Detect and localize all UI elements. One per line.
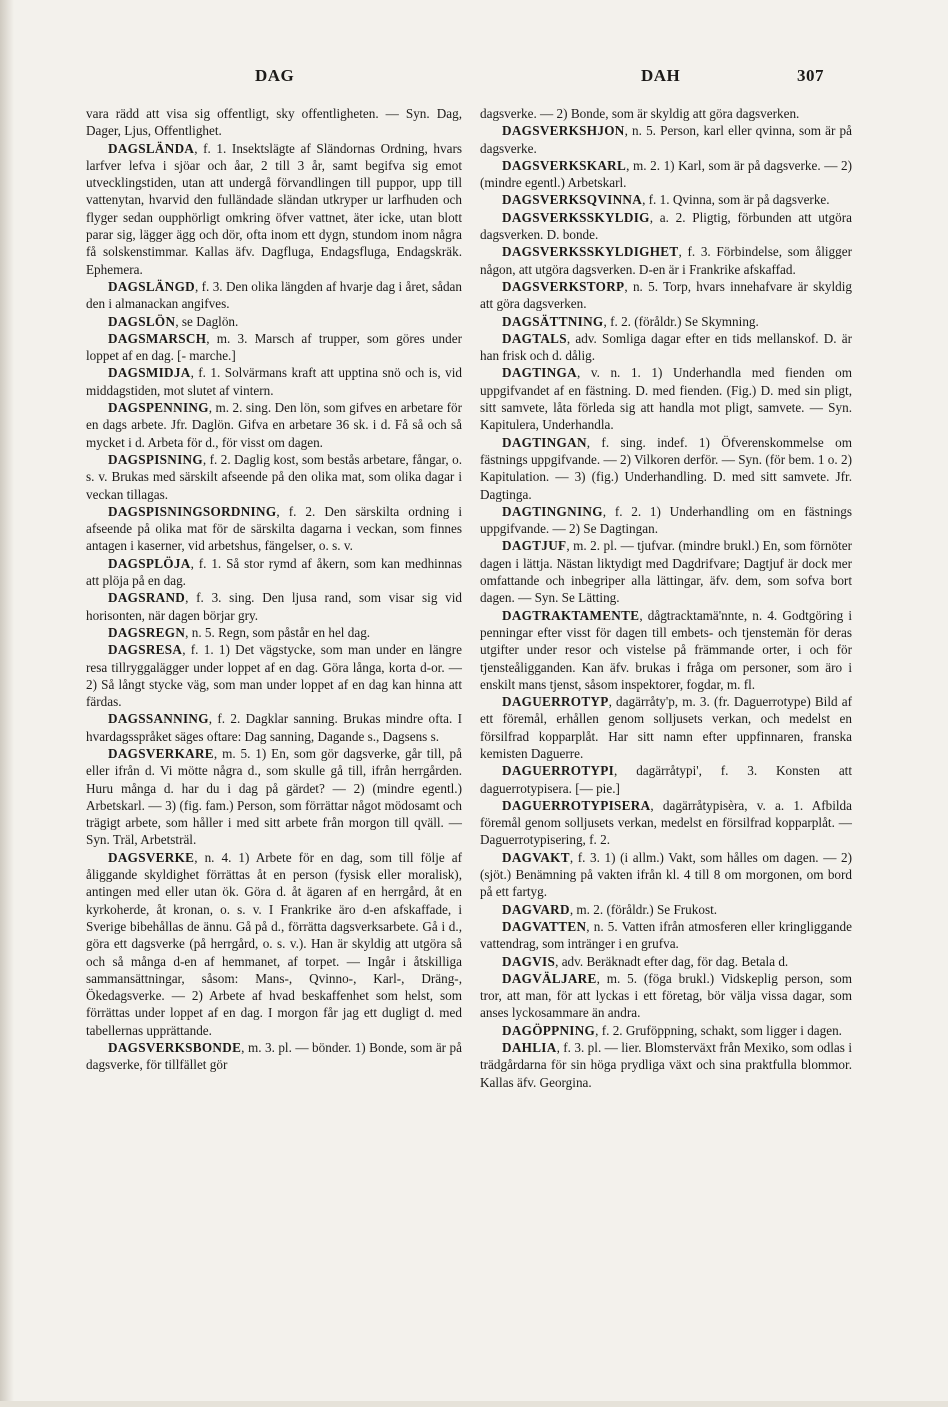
dictionary-entry (480, 901, 852, 918)
dictionary-entry (480, 122, 852, 157)
dictionary-entry (86, 313, 462, 330)
entry-headword: DAGUERROTYP (502, 694, 609, 710)
dictionary-entry (86, 1039, 462, 1074)
entry-headword: DAGVAKT (502, 849, 570, 865)
dictionary-entry (480, 953, 852, 970)
entry-definition: vara rädd att visa sig offentligt, sky offentligheten. — Syn. Dag, Dager, Ljus, Offentlighet. (86, 106, 462, 139)
dictionary-entry (480, 105, 852, 122)
entry-definition: , se Daglön. (175, 313, 239, 329)
entry-definition: , f. 1. Så stor rymd af åkern, som kan medhinnas att plöja på en dag. (86, 555, 462, 589)
dictionary-entry (480, 313, 852, 330)
entry-definition: , f. 2. Daglig kost, som bestås arbetare, fångar, o. s. v. Brukas med särskilt afseende på den olika mat, som olika dagar i veckan tillagas. (86, 451, 462, 502)
entry-definition: , adv. Beräknadt efter dag, för dag. Betala d. (555, 953, 789, 969)
entry-headword: DAGSPISNINGSORDNING (108, 503, 277, 519)
dictionary-entry (480, 537, 852, 606)
entry-definition: , dagärråtypisèra, v. a. 1. Afbilda föremål genom solljusets verkan, medelst en försilfrad kopparplåt. — Daguerrotypisering, f. 2. (480, 797, 852, 848)
entry-definition: , f. 1. Insektslägte af Sländornas Ordning, hvars larfver lefva i sjöar och åar, 2 till 3 år, samt begifva sig emot utvecklingstiden, utan att undergå förvandlingen till puppor, upp till vattenytan, hvarvid den fulländade sländan utkryper ur larfhuden och flyger sedan oupphörligt omkring öfver vattnet, äter icke, utan blott parar sig, lägger ägg och dör, ofta inom ett dygn, stundom inom några få solskenstimmar. Kallas äfv. Dagfluga, Endagsfluga, Endagskräk. Ephemera. (86, 140, 462, 277)
entry-headword: DAGTRAKTAMENTE (502, 607, 640, 623)
dictionary-entry (86, 503, 462, 555)
entry-headword: DAGSPISNING (108, 451, 203, 467)
entry-headword: DAGSVERKSBONDE (108, 1040, 242, 1056)
entry-definition: , n. 5. Person, karl eller qvinna, som är på dagsverke. (480, 123, 852, 156)
entry-headword: DAGSVERKSSKYLDIGHET (502, 244, 679, 260)
entry-headword: DAGSREGN (108, 624, 186, 640)
page-gutter-shadow (0, 0, 14, 1407)
dictionary-entry (480, 243, 852, 278)
entry-headword: DAHLIA (502, 1040, 557, 1056)
entry-headword: DAGSVERKSTORP (502, 278, 625, 294)
dictionary-entry (86, 330, 462, 365)
dictionary-entry (480, 607, 852, 693)
dictionary-entry (86, 849, 462, 1039)
entry-definition: , f. 3. 1) (i allm.) Vakt, som hålles om dagen. — 2) (sjöt.) Benämning på vakten ifrån kl. 4 till 8 om morgonen, om bord på ett fartyg. (480, 849, 852, 900)
dictionary-entry (480, 918, 852, 953)
entry-headword: DAGSLÄNDA (108, 140, 195, 156)
dictionary-entry (480, 434, 852, 503)
dictionary-entry (86, 555, 462, 590)
entry-definition: , f. 2. Gruföppning, schakt, som ligger i dagen. (595, 1022, 842, 1038)
right-column (480, 105, 852, 1091)
dictionary-entry (86, 710, 462, 745)
dictionary-entry (480, 849, 852, 901)
dictionary-entry (480, 693, 852, 762)
entry-definition: , f. 2. Dagklar sanning. Brukas mindre ofta. I hvardagsspråket säges oftare: Dag sanning, Dagande s., Dagsens s. (86, 711, 462, 744)
entry-headword: DAGSVERKE (108, 849, 195, 865)
dictionary-entry (86, 364, 462, 399)
entry-definition: , f. 3. Förbindelse, som åligger någon, att utgöra dagsverken. D-en är i Frankrike afskaffad. (480, 244, 852, 277)
entry-definition: , m. 2. pl. — tjufvar. (mindre brukl.) En, som förnöter dagen i lättja. Nästan liktydigt med Dagdrifvare; Dagtjuf är dock mer omfattande och inbegriper alla lättingar, äfv. dem, som sofva bort dagen. — Syn. Se Lätting. (480, 538, 852, 606)
entry-headword: DAGTINGAN (502, 434, 587, 450)
entry-headword: DAGTJUF (502, 538, 567, 554)
entry-headword: DAGSLÖN (108, 313, 176, 329)
entry-headword: DAGVARD (502, 901, 570, 917)
dictionary-entry (86, 641, 462, 710)
entry-headword: DAGSÄTTNING (502, 313, 604, 329)
dictionary-entry (86, 624, 462, 641)
dictionary-entry (86, 745, 462, 849)
left-guide-word: DAG (255, 66, 295, 85)
entry-definition: , m. 2. (föråldr.) Se Frukost. (569, 901, 718, 917)
entry-headword: DAGTINGNING (502, 503, 603, 519)
entry-headword: DAGSVERKARE (108, 745, 214, 761)
entry-definition: , v. n. 1. 1) Underhandla med fienden om uppgifvandet af en fästning. D. med fienden. (Fig.) D. med sin pligt, sitt samvete, låta förleda sig att handla mot pligt, samvete. — Syn. Kapitulera, Underhandla. (480, 365, 852, 433)
entry-headword: DAGSPLÖJA (108, 555, 191, 571)
entry-definition: , m. 3. pl. — bönder. 1) Bonde, som är på dagsverke, för tillfället gör (86, 1040, 462, 1073)
entry-definition: , f. 1. Solvärmans kraft att upptina snö och is, vid middagstiden, mot slutet af vintern. (86, 365, 462, 398)
entry-definition: , f. 2. 1) Underhandling om en fästnings uppgifvande. — 2) Se Dagtingan. (480, 503, 852, 537)
entry-definition: , adv. Somliga dagar efter en tids mellanskof. D. är han frisk och d. dålig. (480, 330, 852, 364)
entry-headword: DAGUERROTYPISERA (502, 797, 651, 813)
entry-definition: , n. 5. Vatten ifrån atmosferen eller kringliggande vattendrag, som intränger i en grufva. (480, 918, 852, 952)
entry-headword: DAGSPENNING (108, 400, 209, 416)
entry-headword: DAGSVERKSSKYLDIG (502, 209, 650, 225)
entry-headword: DAGVATTEN (502, 918, 587, 934)
entry-headword: DAGÖPPNING (502, 1022, 596, 1038)
dictionary-entry (480, 797, 852, 849)
entry-headword: DAGVIS (502, 953, 556, 969)
dictionary-entry (86, 105, 462, 140)
right-guide-word: DAH (641, 66, 681, 85)
dictionary-entry (86, 399, 462, 451)
entry-headword: DAGTALS (502, 330, 567, 346)
dictionary-entry (480, 1039, 852, 1091)
entry-headword: DAGSLÄNGD (108, 278, 195, 294)
dictionary-entry (86, 589, 462, 624)
entry-definition: , f. 3. Den olika längden af hvarje dag i året, sådan den i almanackan angifves. (86, 278, 462, 312)
entry-definition: , f. 1. 1) Det vägstycke, som man under en längre resa tillryggalägger under loppet af en dag. Göra långa, korta d-or. — 2) Så långt stycke väg, som man under loppet af en dag kan hinna att färdas. (86, 642, 462, 710)
entry-definition: , n. 5. Torp, hvars innehafvare är skyldig att göra dagsverken. (480, 278, 852, 312)
entry-definition: , f. 3. pl. — lier. Blomsterväxt från Mexiko, som odlas i trädgårdarna för sin höga prydliga växt och sina praktfulla blommor. Kallas äfv. Georgina. (480, 1040, 852, 1090)
entry-definition: , f. 3. sing. Den ljusa rand, som visar sig vid horisonten, när dagen börjar gry. (86, 590, 462, 623)
entry-headword: DAGUERROTYPI (502, 763, 615, 779)
dictionary-entry (480, 278, 852, 313)
entry-headword: DAGSMARSCH (108, 330, 207, 346)
entry-definition: , m. 5. (föga brukl.) Vidskeplig person, som tror, att man, för att lyckas i ett företag, bör välja vissa dagar, som anses lyckosammare än andra. (480, 970, 852, 1021)
page-number: 307 (797, 66, 824, 85)
entry-definition: dagsverke. — 2) Bonde, som är skyldig att göra dagsverken. (480, 106, 800, 121)
entry-definition: , f. sing. indef. 1) Öfverenskommelse om fästnings uppgifvande. — 2) Vilkoren derför. — Syn. (för bem. 1 o. 2) Kapitulation. — 3) (fig.) Underhandling. D. med sitt samvete. Jfr. Dagtinga. (480, 434, 852, 502)
running-header (0, 66, 948, 90)
dictionary-entry (86, 278, 462, 313)
entry-headword: DAGSMIDJA (108, 365, 191, 381)
entry-definition: , dagärråty'p, m. 3. (fr. Daguerrotype) Bild af ett föremål, erhållen genom solljusets verkan, och medelst en försilfrad kopparplåt. Har sitt namn efter uppfinnaren, franska kemisten Daguerre. (480, 694, 852, 761)
dictionary-entry (86, 140, 462, 278)
dictionary-entry (480, 762, 852, 797)
dictionary-entry (480, 330, 852, 365)
entry-headword: DAGTINGA (502, 365, 577, 381)
entry-headword: DAGSRAND (108, 590, 186, 606)
entry-definition: , a. 2. Pligtig, förbunden att utgöra dagsverken. D. bonde. (480, 209, 852, 243)
dictionary-entry (480, 970, 852, 1022)
entry-headword: DAGVÄLJARE (502, 970, 597, 986)
entry-headword: DAGSSANNING (108, 711, 209, 727)
entry-definition: , f. 2. Den särskilta ordning i afseende på olika mat för de särskilta dagarna i veckan, som finnes antagen i kaserner, vid arbetshus, fängelser, o. s. v. (86, 503, 462, 554)
entry-definition: , m. 3. Marsch af trupper, som göres under loppet af en dag. [- marche.] (86, 330, 462, 364)
left-column (86, 105, 462, 1074)
dictionary-entry (86, 451, 462, 503)
dictionary-entry (480, 157, 852, 192)
entry-headword: DAGSVERKSQVINNA (502, 192, 643, 208)
entry-definition: , f. 1. Qvinna, som är på dagsverke. (642, 192, 830, 208)
entry-definition: , n. 4. 1) Arbete för en dag, som till följe af åliggande skyldighet förrättas åt en person (fysisk eller moralisk), antingen med eller utan ök. Göra d. åt ägaren af en herrgård, åt en kyrkoherde, åt kronan, o. s. v. I Frankrike äro d-en afskaffade, i Sverige bibehållas de ännu. Gå på d., förrätta dagsverksarbete. Gå i d., göra ett dagsverke (på herrgård, o. s. v.). Han är skyldig att utgöra så och så många d-en af hemmanet, af torpet. — Ingår i åtskilliga sammansättningar, såsom: Mans-, Qvinno-, Karl-, Dräng-, Ökedagsverke. — 2) Arbete af hvad beskaffenhet som helst, som förrättas under loppet af en dag. I morgon får jag ett dugligt d. med tabellernas upprättande. (86, 849, 462, 1038)
entry-definition: , f. 2. (föråldr.) Se Skymning. (603, 313, 759, 329)
dictionary-entry (480, 1022, 852, 1039)
entry-definition: , dagärråtypi', f. 3. Konsten att daguerrotypisera. [— pie.] (480, 763, 852, 796)
entry-definition: , dågtracktamä'nnte, n. 4. Godtgöring i penningar efter visst för dagen till embets- och tjenstemän för deras utgifter under resor och vistelse på främmande orter, i och för tjensteåligganden. Kan äfv. brukas i fråga om personer, som äro i enskilt mans tjenst, såsom inspektorer, fogdar, m. fl. (480, 607, 852, 692)
entry-headword: DAGSVERKSKARL (502, 157, 627, 173)
entry-headword: DAGSRESA (108, 642, 183, 658)
entry-definition: , m. 5. 1) En, som gör dagsverke, går till, på eller ifrån d. Vi mötte några d., som skulle gå till, ifrån herrgården. Huru många d. har du i dag på gärdet? — 2) (mindre egentl.) Arbetskarl. — 3) (fig. fam.) Person, som förrättar något mödosamt och trägigt arbete, som håller i med sitt arbete från morgon till qväll. — Syn. Träl, Arbetsträl. (86, 745, 462, 848)
dictionary-entry (480, 503, 852, 538)
page-bottom-edge (0, 1401, 948, 1407)
entry-definition: , m. 2. 1) Karl, som är på dagsverke. — 2) (mindre egentl.) Arbetskarl. (480, 157, 852, 191)
dictionary-entry (480, 191, 852, 208)
entry-definition: , n. 5. Regn, som påstår en hel dag. (185, 624, 371, 640)
entry-headword: DAGSVERKSHJON (502, 123, 625, 139)
dictionary-entry (480, 209, 852, 244)
entry-definition: , m. 2. sing. Den lön, som gifves en arbetare för en dags arbete. Jfr. Daglön. Gifva en arbetare 36 sk. i d. Få så och så mycket i d. Arbeta för d., för visst om dagen. (86, 400, 462, 450)
dictionary-entry (480, 364, 852, 433)
